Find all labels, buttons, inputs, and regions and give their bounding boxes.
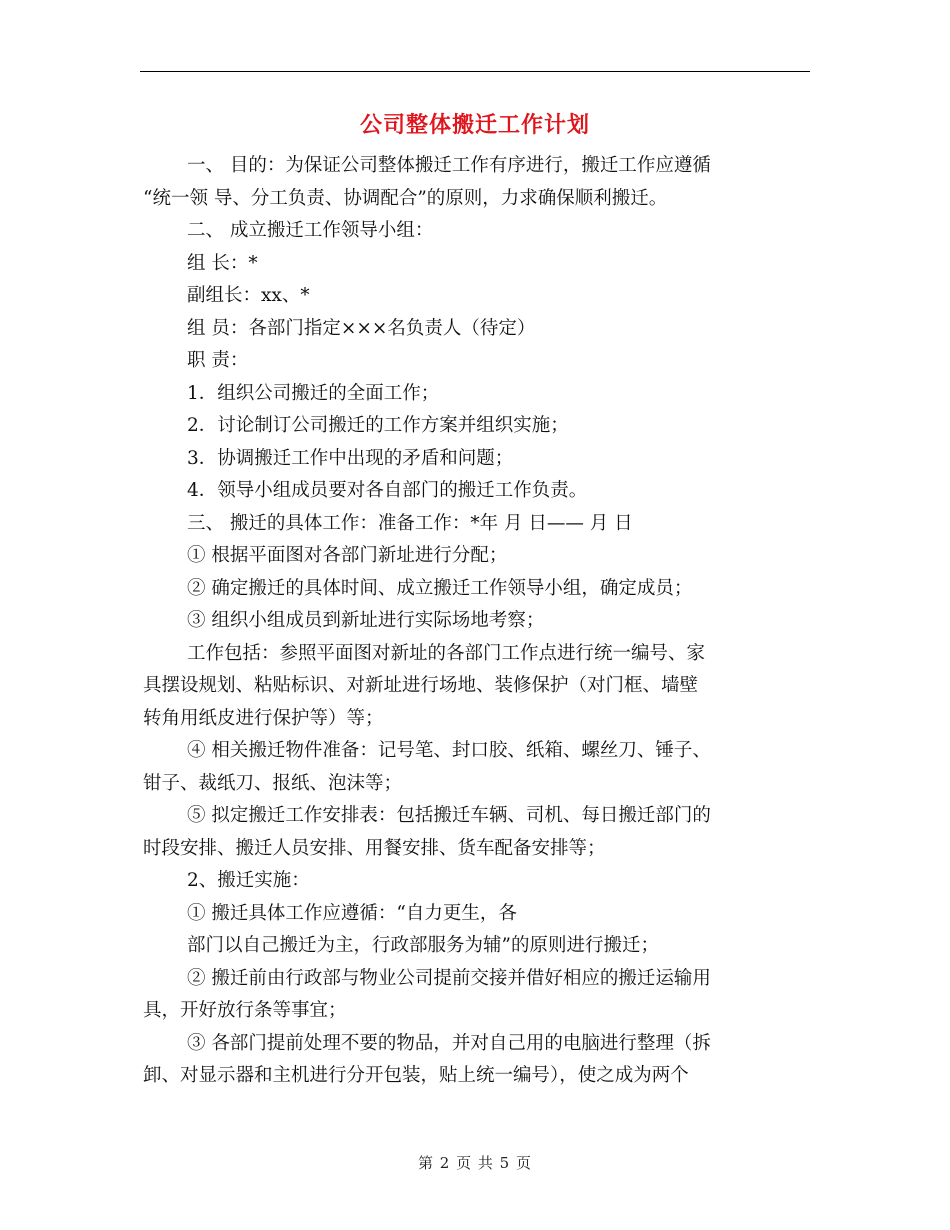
paragraph-line: 职 责：	[187, 350, 249, 371]
paragraph-line: 具摆设规划、粘贴标识、对新址进行场地、装修保护（对门框、墙壁	[143, 675, 699, 696]
paragraph-line: “统一领 导、分工负责、协调配合”的原则，力求确保顺利搬迁。	[143, 187, 668, 209]
page-number: 第 2 页 共 5 页	[418, 1154, 532, 1172]
paragraph-line: 2．讨论制订公司搬迁的工作方案并组织实施；	[187, 415, 569, 436]
paragraph-line: 卸、对显示器和主机进行分开包装，贴上统一编号），使之成为两个	[143, 1065, 689, 1086]
document-title: 公司整体搬迁工作计划	[359, 112, 590, 138]
document-body	[143, 150, 810, 1093]
paragraph-line: 副组长：xx、*	[187, 285, 310, 306]
header-rule	[140, 71, 810, 72]
paragraph-line: ② 搬迁前由行政部与物业公司提前交接并借好相应的搬迁运输用	[187, 967, 711, 989]
paragraph-line: ① 根据平面图对各部门新址进行分配；	[187, 545, 508, 566]
paragraph-line: 时段安排、搬迁人员安排、用餐安排、货车配备安排等；	[143, 837, 606, 859]
paragraph-line: ⑤ 拟定搬迁工作安排表：包括搬迁车辆、司机、每日搬迁部门的	[187, 805, 711, 826]
paragraph-line: 工作包括：参照平面图对新址的各部门工作点进行统一编号、家	[187, 642, 706, 664]
paragraph-line: ② 确定搬迁的具体时间、成立搬迁工作领导小组，确定成员；	[187, 577, 693, 599]
paragraph-line: 具，开好放行条等事宜；	[143, 1000, 347, 1021]
paragraph-line: 2、搬迁实施：	[187, 870, 310, 891]
paragraph-line: 组 员：各部门指定×××名负责人（待定）	[187, 317, 536, 339]
paragraph-line: 4．领导小组成员要对各自部门的搬迁工作负责。	[187, 480, 588, 501]
paragraph-line: 一、 目的：为保证公司整体搬迁工作有序进行，搬迁工作应遵循	[187, 155, 711, 176]
paragraph-line: 二、 成立搬迁工作领导小组：	[187, 220, 434, 241]
paragraph-line: ① 搬迁具体工作应遵循：“自力更生，各	[187, 902, 517, 924]
paragraph-line: 部门以自己搬迁为主，行政部服务为辅”的原则进行搬迁；	[187, 935, 659, 956]
paragraph-line: ③ 各部门提前处理不要的物品，并对自己用的电脑进行整理（拆	[187, 1032, 711, 1054]
paragraph-line: ④ 相关搬迁物件准备：记号笔、封口胶、纸箱、螺丝刀、锤子、	[187, 740, 711, 761]
paragraph-line: 钳子、裁纸刀、报纸、泡沫等；	[143, 772, 403, 794]
paragraph-line: 组 长：*	[187, 252, 258, 274]
paragraph-line: 转角用纸皮进行保护等）等；	[143, 707, 384, 729]
paragraph-line: ③ 组织小组成员到新址进行实际场地考察；	[187, 610, 545, 631]
paragraph-line: 1．组织公司搬迁的全面工作；	[187, 382, 440, 404]
paragraph-line: 3．协调搬迁工作中出现的矛盾和问题；	[187, 447, 514, 469]
paragraph-line: 三、 搬迁的具体工作：准备工作：*年 月 日—— 月 日	[187, 512, 633, 534]
